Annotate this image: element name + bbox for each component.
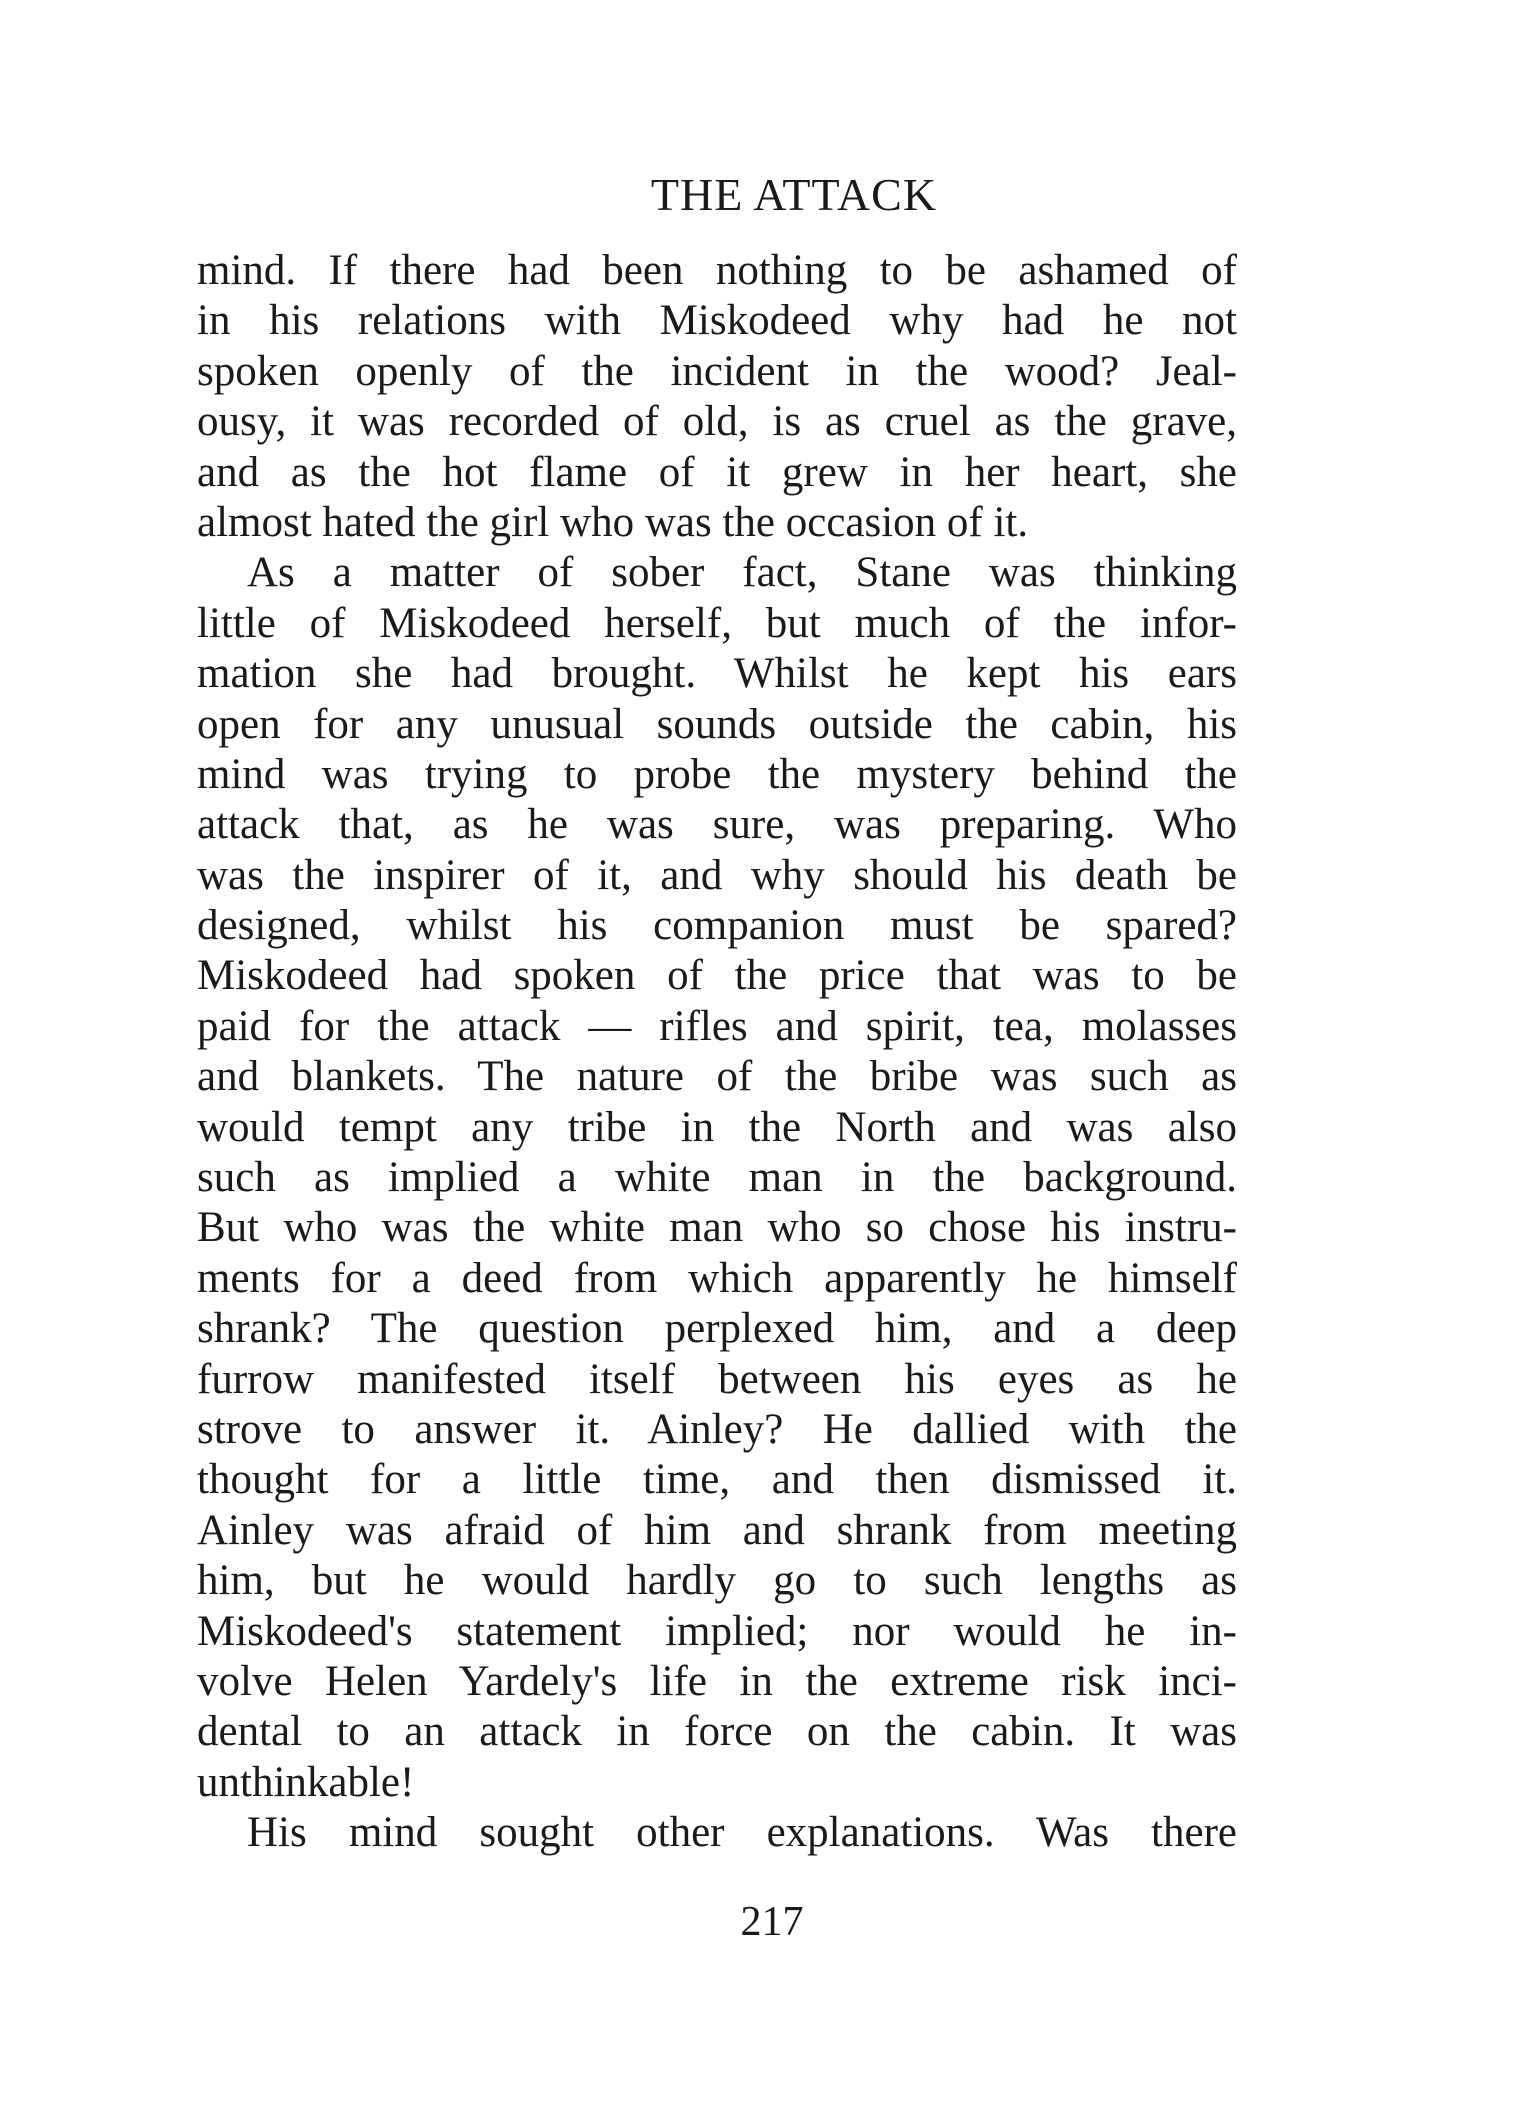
- text-line: mind. If there had been nothing to be ashamed of: [197, 247, 1237, 294]
- text-line: was the inspirer of it, and why should his death be: [197, 851, 1237, 899]
- text-line: spoken openly of the incident in the wood? Jeal-: [197, 347, 1237, 395]
- text-line: designed, whilst his companion must be spared?: [197, 902, 1237, 950]
- text-line: volve Helen Yardely's life in the extreme risk inci-: [197, 1657, 1237, 1705]
- text-line: unthinkable!: [197, 1758, 415, 1806]
- text-line: him, but he would hardly go to such lengths as: [197, 1557, 1237, 1605]
- text-line: would tempt any tribe in the North and was also: [197, 1103, 1237, 1151]
- text-line: little of Miskodeed herself, but much of the infor-: [197, 599, 1237, 647]
- text-line: and as the hot flame of it grew in her heart, she: [197, 448, 1237, 496]
- text-line: But who was the white man who so chose his instru-: [197, 1204, 1237, 1252]
- text-line: thought for a little time, and then dismissed it.: [197, 1456, 1237, 1504]
- running-head: THE ATTACK: [650, 169, 938, 220]
- text-line: dental to an attack in force on the cabin. It was: [197, 1708, 1237, 1756]
- body-text: [197, 246, 1237, 1859]
- text-line: Miskodeed had spoken of the price that was to be: [197, 952, 1237, 1000]
- text-line: open for any unusual sounds outside the cabin, his: [197, 700, 1237, 748]
- text-line: As a matter of sober fact, Stane was thinking: [247, 549, 1237, 597]
- text-line: His mind sought other explanations. Was there: [247, 1809, 1237, 1857]
- text-line: and blankets. The nature of the bribe was such as: [197, 1053, 1237, 1101]
- text-line: mation she had brought. Whilst he kept his ears: [197, 650, 1237, 698]
- text-line: ments for a deed from which apparently he himself: [197, 1254, 1237, 1302]
- text-line: in his relations with Miskodeed why had he not: [197, 297, 1237, 345]
- text-line: shrank? The question perplexed him, and a deep: [197, 1305, 1237, 1353]
- text-line: such as implied a white man in the background.: [197, 1154, 1237, 1202]
- text-line: strove to answer it. Ainley? He dallied with the: [197, 1405, 1237, 1453]
- page-number: 217: [740, 1899, 804, 1945]
- text-line: ousy, it was recorded of old, is as cruel as the grave,: [197, 398, 1237, 446]
- text-line: mind was trying to probe the mystery behind the: [197, 750, 1237, 798]
- text-line: furrow manifested itself between his eyes as he: [197, 1355, 1237, 1403]
- text-line: Miskodeed's statement implied; nor would he in-: [197, 1607, 1237, 1655]
- text-line: paid for the attack — rifles and spirit, tea, molasses: [197, 1002, 1237, 1050]
- text-line: almost hated the girl who was the occasion of it.: [197, 498, 1029, 546]
- text-line: Ainley was afraid of him and shrank from meeting: [197, 1506, 1237, 1554]
- text-line: attack that, as he was sure, was preparing. Who: [197, 801, 1237, 849]
